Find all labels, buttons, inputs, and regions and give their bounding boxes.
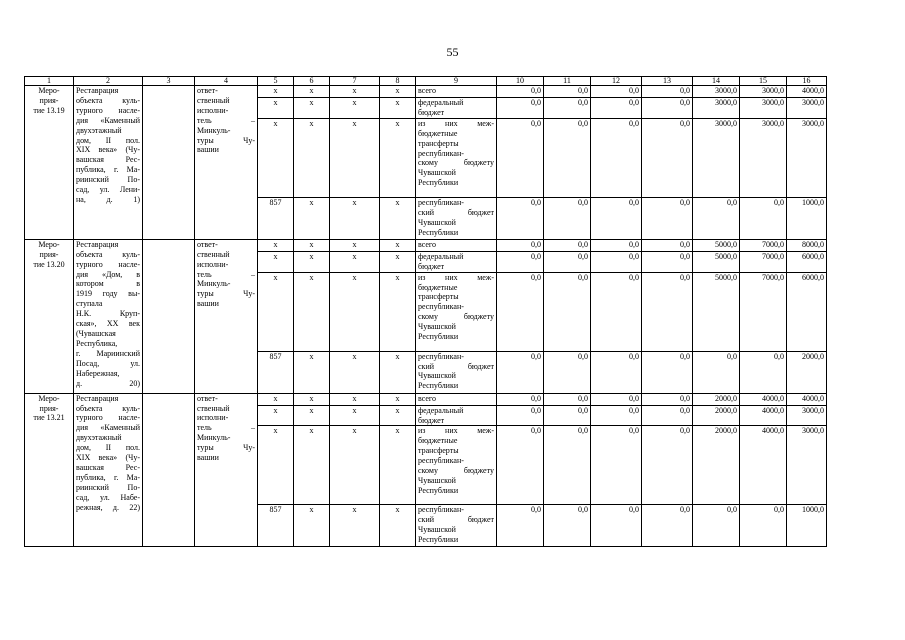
text-line: исполни- — [197, 413, 229, 423]
text-line: двухэтажный — [76, 433, 122, 443]
code-cell-c8: х — [380, 251, 416, 272]
table-row — [25, 393, 827, 405]
text-line: бюджет — [418, 261, 445, 271]
value-cell-col-15: 0,0 — [740, 197, 787, 239]
activity-id-cell — [25, 86, 74, 240]
text-line: Чувашской — [418, 371, 456, 381]
column-number-cell: 6 — [294, 77, 330, 86]
text-line: дия «Каменный — [76, 423, 140, 433]
text-line: объекта куль- — [76, 95, 140, 105]
text-line: XIX века» (Чу- — [76, 145, 140, 155]
value-cell-col-10: 0,0 — [497, 505, 544, 547]
column-number-row — [25, 77, 827, 86]
value-cell-col-11: 0,0 — [544, 98, 591, 119]
text-line: федеральный — [418, 405, 464, 415]
code-cell-c7: х — [330, 251, 380, 272]
page-number: 55 — [446, 45, 459, 59]
value-cell-col-14: 3000,0 — [693, 98, 740, 119]
text-line: Минкуль- — [197, 433, 231, 443]
code-cell-c7: х — [330, 405, 380, 426]
text-line: вашская Рес- — [76, 155, 140, 165]
value-cell-col-12: 0,0 — [591, 393, 642, 405]
funding-source-cell — [416, 505, 497, 547]
text-line: Н.К. Круп- — [76, 309, 140, 319]
text-line: ответ- — [197, 239, 218, 249]
text-line: дом, II пол. — [76, 135, 140, 145]
value-cell-col-13: 0,0 — [642, 197, 693, 239]
value-cell-col-15: 3000,0 — [740, 118, 787, 197]
text-line: Республики — [418, 485, 459, 495]
text-line: ский бюджет — [418, 515, 494, 525]
value-cell-col-13: 0,0 — [642, 505, 693, 547]
value-cell-col-15: 7000,0 — [740, 239, 787, 251]
code-cell-c6: х — [294, 272, 330, 351]
text-line: федеральный — [418, 251, 464, 261]
text-line: Набережная, — [76, 368, 120, 378]
value-cell-col-10: 0,0 — [497, 239, 544, 251]
funding-source-cell — [416, 351, 497, 393]
text-line: трансферты — [418, 446, 459, 456]
code-cell-c8: х — [380, 98, 416, 119]
code-cell-c5: 857 — [258, 505, 294, 547]
value-cell-col-16: 4000,0 — [787, 393, 827, 405]
value-cell-col-12: 0,0 — [591, 197, 642, 239]
value-cell-col-12: 0,0 — [591, 405, 642, 426]
code-cell-c5: х — [258, 272, 294, 351]
text-line: исполни- — [197, 105, 229, 115]
code-cell-c7: х — [330, 197, 380, 239]
value-cell-col-12: 0,0 — [591, 426, 642, 505]
text-line: Меро- — [38, 393, 60, 403]
value-cell-col-14: 0,0 — [693, 505, 740, 547]
text-line: бюджет — [418, 415, 445, 425]
value-cell-col-12: 0,0 — [591, 86, 642, 98]
value-cell-col-15: 4000,0 — [740, 405, 787, 426]
text-line: прия- — [39, 403, 59, 413]
value-cell-col-13: 0,0 — [642, 405, 693, 426]
text-line: Республики — [418, 332, 459, 342]
text-line: прия- — [39, 95, 59, 105]
text-line: XIX века» (Чу- — [76, 453, 140, 463]
value-cell-col-10: 0,0 — [497, 351, 544, 393]
value-cell-col-14: 2000,0 — [693, 405, 740, 426]
code-cell-c7: х — [330, 239, 380, 251]
text-line: режная, д. 22) — [76, 502, 140, 512]
text-line: публика, г. Ма- — [76, 472, 140, 482]
budget-table — [24, 76, 827, 547]
value-cell-col-15: 4000,0 — [740, 393, 787, 405]
value-cell-col-14: 3000,0 — [693, 118, 740, 197]
responsible-executor-cell — [195, 393, 258, 547]
text-line: республикан- — [418, 351, 464, 361]
responsible-executor-cell — [195, 239, 258, 393]
text-line: риинский По- — [76, 175, 140, 185]
text-line: объекта куль- — [76, 249, 140, 259]
funding-source-cell — [416, 197, 497, 239]
funding-source-cell — [416, 393, 497, 405]
text-line: республикан- — [418, 302, 464, 312]
text-line: Минкуль- — [197, 279, 231, 289]
text-line: тие 13.20 — [33, 259, 65, 269]
text-line: дия «Каменный — [76, 115, 140, 125]
value-cell-col-10: 0,0 — [497, 98, 544, 119]
code-cell-c5: 857 — [258, 351, 294, 393]
code-cell-c7: х — [330, 351, 380, 393]
value-cell-col-14: 5000,0 — [693, 251, 740, 272]
text-line: ственный — [197, 95, 230, 105]
value-cell-col-11: 0,0 — [544, 393, 591, 405]
value-cell-col-10: 0,0 — [497, 393, 544, 405]
value-cell-col-16: 3000,0 — [787, 426, 827, 505]
column-3-cell — [143, 239, 195, 393]
column-number-cell: 10 — [497, 77, 544, 86]
column-number-cell: 9 — [416, 77, 497, 86]
value-cell-col-16: 3000,0 — [787, 98, 827, 119]
column-number-cell: 13 — [642, 77, 693, 86]
text-line: Чувашской — [418, 525, 456, 535]
text-line: ский бюджет — [418, 361, 494, 371]
value-cell-col-13: 0,0 — [642, 118, 693, 197]
text-line: ственный — [197, 403, 230, 413]
value-cell-col-12: 0,0 — [591, 272, 642, 351]
value-cell-col-16: 4000,0 — [787, 86, 827, 98]
text-line: Республики — [418, 227, 459, 237]
text-line: из них меж- — [418, 272, 494, 282]
code-cell-c5: х — [258, 393, 294, 405]
text-line: бюджетные — [418, 436, 458, 446]
text-line: тель – — [197, 115, 255, 125]
code-cell-c6: х — [294, 351, 330, 393]
text-line: д. 20) — [76, 378, 140, 388]
value-cell-col-15: 0,0 — [740, 505, 787, 547]
value-cell-col-12: 0,0 — [591, 251, 642, 272]
text-line: всего — [418, 393, 437, 403]
text-line: Реставрация — [76, 239, 119, 249]
activity-name-cell — [74, 393, 143, 547]
text-line: тель – — [197, 269, 255, 279]
column-number-cell: 16 — [787, 77, 827, 86]
text-line: турного насле- — [76, 413, 140, 423]
table-row — [25, 239, 827, 251]
value-cell-col-13: 0,0 — [642, 393, 693, 405]
code-cell-c6: х — [294, 86, 330, 98]
value-cell-col-11: 0,0 — [544, 505, 591, 547]
column-number-cell: 4 — [195, 77, 258, 86]
text-line: ская», XX век — [76, 319, 140, 329]
value-cell-col-16: 1000,0 — [787, 505, 827, 547]
text-line: республикан- — [418, 505, 464, 515]
value-cell-col-10: 0,0 — [497, 272, 544, 351]
responsible-executor-cell — [195, 86, 258, 240]
value-cell-col-12: 0,0 — [591, 351, 642, 393]
code-cell-c7: х — [330, 98, 380, 119]
text-line: Чувашской — [418, 475, 456, 485]
value-cell-col-11: 0,0 — [544, 426, 591, 505]
value-cell-col-15: 7000,0 — [740, 272, 787, 351]
value-cell-col-12: 0,0 — [591, 239, 642, 251]
code-cell-c8: х — [380, 505, 416, 547]
text-line: исполни- — [197, 259, 229, 269]
value-cell-col-10: 0,0 — [497, 405, 544, 426]
column-number-cell: 2 — [74, 77, 143, 86]
text-line: Чувашской — [418, 217, 456, 227]
text-line: объекта куль- — [76, 403, 140, 413]
code-cell-c5: х — [258, 426, 294, 505]
value-cell-col-15: 4000,0 — [740, 426, 787, 505]
column-number-cell: 8 — [380, 77, 416, 86]
activity-name-cell — [74, 239, 143, 393]
value-cell-col-10: 0,0 — [497, 86, 544, 98]
value-cell-col-16: 1000,0 — [787, 197, 827, 239]
text-line: ответ- — [197, 393, 218, 403]
code-cell-c5: 857 — [258, 197, 294, 239]
text-line: г. Мариинский — [76, 348, 140, 358]
code-cell-c6: х — [294, 197, 330, 239]
value-cell-col-10: 0,0 — [497, 197, 544, 239]
value-cell-col-16: 3000,0 — [787, 405, 827, 426]
text-line: ступала — [76, 299, 103, 309]
value-cell-col-15: 0,0 — [740, 351, 787, 393]
code-cell-c8: х — [380, 86, 416, 98]
code-cell-c8: х — [380, 351, 416, 393]
column-number-cell: 15 — [740, 77, 787, 86]
text-line: на, д. 1) — [76, 194, 140, 204]
column-number-cell: 1 — [25, 77, 74, 86]
text-line: Чувашской — [418, 168, 456, 178]
code-cell-c5: х — [258, 405, 294, 426]
value-cell-col-16: 3000,0 — [787, 118, 827, 197]
value-cell-col-15: 3000,0 — [740, 86, 787, 98]
code-cell-c5: х — [258, 98, 294, 119]
funding-source-cell — [416, 405, 497, 426]
activity-id-cell — [25, 393, 74, 547]
code-cell-c6: х — [294, 239, 330, 251]
text-line: ский бюджет — [418, 207, 494, 217]
code-cell-c7: х — [330, 272, 380, 351]
value-cell-col-11: 0,0 — [544, 251, 591, 272]
text-line: Республики — [418, 535, 459, 545]
value-cell-col-16: 8000,0 — [787, 239, 827, 251]
text-line: турного насле- — [76, 105, 140, 115]
text-line: Чувашской — [418, 322, 456, 332]
funding-source-cell — [416, 426, 497, 505]
value-cell-col-15: 3000,0 — [740, 98, 787, 119]
value-cell-col-13: 0,0 — [642, 272, 693, 351]
table-row — [25, 86, 827, 98]
text-line: сад, ул. Лени- — [76, 185, 140, 195]
funding-source-cell — [416, 86, 497, 98]
code-cell-c8: х — [380, 426, 416, 505]
text-line: Минкуль- — [197, 125, 231, 135]
text-line: ответ- — [197, 86, 218, 95]
code-cell-c8: х — [380, 393, 416, 405]
text-line: республикан- — [418, 148, 464, 158]
value-cell-col-16: 6000,0 — [787, 251, 827, 272]
text-line: из них меж- — [418, 426, 494, 436]
text-line: трансферты — [418, 292, 459, 302]
value-cell-col-11: 0,0 — [544, 351, 591, 393]
value-cell-col-12: 0,0 — [591, 118, 642, 197]
text-line: вашская Рес- — [76, 462, 140, 472]
code-cell-c8: х — [380, 197, 416, 239]
value-cell-col-13: 0,0 — [642, 251, 693, 272]
code-cell-c6: х — [294, 98, 330, 119]
text-line: скому бюджету — [418, 312, 494, 322]
value-cell-col-11: 0,0 — [544, 197, 591, 239]
value-cell-col-10: 0,0 — [497, 426, 544, 505]
text-line: ственный — [197, 249, 230, 259]
value-cell-col-14: 5000,0 — [693, 239, 740, 251]
value-cell-col-13: 0,0 — [642, 86, 693, 98]
text-line: котором в — [76, 279, 140, 289]
text-line: всего — [418, 239, 437, 249]
text-line: Посад, ул. — [76, 358, 140, 368]
text-line: туры Чу- — [197, 135, 255, 145]
text-line: публика, г. Ма- — [76, 165, 140, 175]
code-cell-c6: х — [294, 393, 330, 405]
value-cell-col-14: 0,0 — [693, 351, 740, 393]
text-line: из них меж- — [418, 118, 494, 128]
code-cell-c5: х — [258, 251, 294, 272]
text-line: двухэтажный — [76, 125, 122, 135]
text-line: Республики — [418, 178, 459, 188]
code-cell-c7: х — [330, 393, 380, 405]
value-cell-col-10: 0,0 — [497, 118, 544, 197]
value-cell-col-16: 6000,0 — [787, 272, 827, 351]
value-cell-col-11: 0,0 — [544, 405, 591, 426]
funding-source-cell — [416, 118, 497, 197]
value-cell-col-14: 2000,0 — [693, 393, 740, 405]
text-line: дом, II пол. — [76, 443, 140, 453]
text-line: скому бюджету — [418, 158, 494, 168]
text-line: бюджет — [418, 107, 445, 117]
code-cell-c5: х — [258, 118, 294, 197]
column-number-cell: 5 — [258, 77, 294, 86]
text-line: скому бюджету — [418, 466, 494, 476]
value-cell-col-13: 0,0 — [642, 426, 693, 505]
text-line: Реставрация — [76, 86, 119, 95]
value-cell-col-16: 2000,0 — [787, 351, 827, 393]
value-cell-col-13: 0,0 — [642, 98, 693, 119]
funding-source-cell — [416, 251, 497, 272]
text-line: Республики — [418, 381, 459, 391]
code-cell-c8: х — [380, 239, 416, 251]
code-cell-c6: х — [294, 405, 330, 426]
value-cell-col-12: 0,0 — [591, 505, 642, 547]
text-line: вашии — [197, 145, 219, 155]
value-cell-col-11: 0,0 — [544, 86, 591, 98]
text-line: (Чувашская — [76, 328, 116, 338]
code-cell-c7: х — [330, 426, 380, 505]
text-line: прия- — [39, 249, 59, 259]
text-line: тие 13.21 — [33, 413, 65, 423]
code-cell-c6: х — [294, 426, 330, 505]
column-number-cell: 11 — [544, 77, 591, 86]
value-cell-col-11: 0,0 — [544, 118, 591, 197]
text-line: вашии — [197, 299, 219, 309]
activity-name-cell — [74, 86, 143, 240]
text-line: сад, ул. Набе- — [76, 492, 140, 502]
code-cell-c7: х — [330, 505, 380, 547]
text-line: дия «Дом, в — [76, 269, 140, 279]
text-line: Меро- — [38, 86, 60, 95]
code-cell-c5: х — [258, 239, 294, 251]
text-line: тие 13.19 — [33, 105, 65, 115]
code-cell-c8: х — [380, 118, 416, 197]
value-cell-col-15: 7000,0 — [740, 251, 787, 272]
text-line: республикан- — [418, 456, 464, 466]
text-line: риинский По- — [76, 482, 140, 492]
column-3-cell — [143, 393, 195, 547]
column-number-cell: 14 — [693, 77, 740, 86]
funding-source-cell — [416, 239, 497, 251]
column-number-cell: 7 — [330, 77, 380, 86]
value-cell-col-10: 0,0 — [497, 251, 544, 272]
funding-source-cell — [416, 272, 497, 351]
column-number-cell: 3 — [143, 77, 195, 86]
text-line: Республика, — [76, 338, 118, 348]
text-line: туры Чу- — [197, 443, 255, 453]
value-cell-col-12: 0,0 — [591, 98, 642, 119]
code-cell-c8: х — [380, 272, 416, 351]
value-cell-col-13: 0,0 — [642, 351, 693, 393]
text-line: туры Чу- — [197, 289, 255, 299]
code-cell-c6: х — [294, 251, 330, 272]
value-cell-col-13: 0,0 — [642, 239, 693, 251]
text-line: вашии — [197, 453, 219, 463]
value-cell-col-11: 0,0 — [544, 272, 591, 351]
code-cell-c8: х — [380, 405, 416, 426]
text-line: 1919 году вы- — [76, 289, 140, 299]
value-cell-col-11: 0,0 — [544, 239, 591, 251]
text-line: бюджетные — [418, 128, 458, 138]
code-cell-c6: х — [294, 505, 330, 547]
code-cell-c5: х — [258, 86, 294, 98]
code-cell-c7: х — [330, 86, 380, 98]
column-3-cell — [143, 86, 195, 240]
text-line: Меро- — [38, 239, 60, 249]
activity-id-cell — [25, 239, 74, 393]
text-line: трансферты — [418, 138, 459, 148]
value-cell-col-14: 3000,0 — [693, 86, 740, 98]
text-line: всего — [418, 86, 437, 95]
text-line: бюджетные — [418, 282, 458, 292]
value-cell-col-14: 2000,0 — [693, 426, 740, 505]
text-line: тель – — [197, 423, 255, 433]
text-line: турного насле- — [76, 259, 140, 269]
value-cell-col-14: 0,0 — [693, 197, 740, 239]
code-cell-c6: х — [294, 118, 330, 197]
value-cell-col-14: 5000,0 — [693, 272, 740, 351]
code-cell-c7: х — [330, 118, 380, 197]
column-number-cell: 12 — [591, 77, 642, 86]
text-line: федеральный — [418, 98, 464, 107]
text-line: Реставрация — [76, 393, 119, 403]
funding-source-cell — [416, 98, 497, 119]
text-line: республикан- — [418, 197, 464, 207]
